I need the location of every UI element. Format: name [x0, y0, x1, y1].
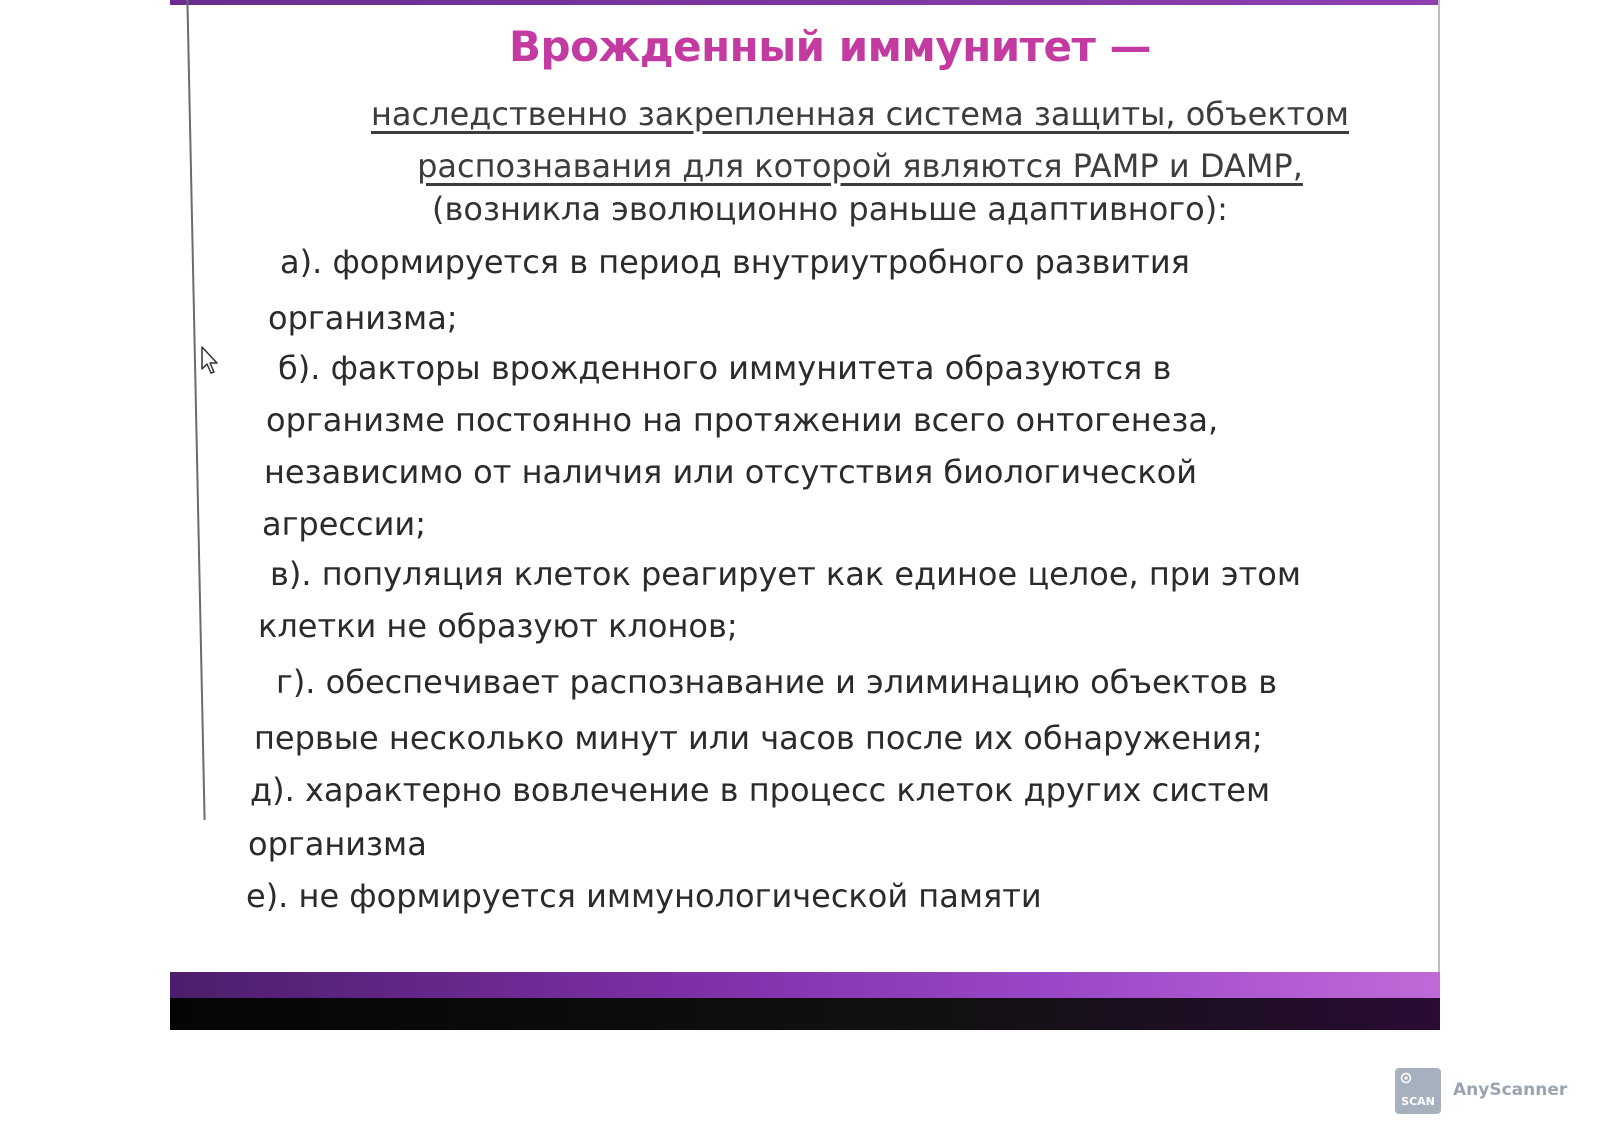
list-item-b-line-1: б). факторы врожденного иммунитета образуются в	[278, 349, 1172, 387]
list-item-b-line-2: организме постоянно на протяжении всего онтогенеза,	[266, 401, 1219, 439]
evolution-note: (возникла эволюционно раньше адаптивного):	[432, 190, 1228, 228]
scanner-badge-icon	[1395, 1068, 1441, 1114]
slide-page	[170, 0, 1440, 1030]
slide-top-band	[170, 0, 1440, 5]
list-item-g-line-2: первые несколько минут или часов после их обнаружения;	[254, 719, 1263, 757]
list-item-v-line-1: в). популяция клеток реагирует как единое целое, при этом	[270, 555, 1301, 593]
slide-left-border	[186, 0, 205, 820]
slide-bottom-edge	[170, 998, 1440, 1030]
list-item-b-line-3: независимо от наличия или отсутствия биологической	[264, 453, 1198, 491]
list-item-b-line-4: агрессии;	[262, 505, 426, 543]
slide-title: Врожденный иммунитет —	[509, 22, 1151, 71]
watermark	[1395, 1068, 1585, 1116]
list-item-g-line-1: г). обеспечивает распознавание и элиминацию объектов в	[276, 663, 1278, 701]
slide-right-border	[1438, 0, 1440, 990]
watermark-app-name: AnyScanner	[1453, 1080, 1568, 1100]
list-item-v-line-2: клетки не образуют клонов;	[258, 607, 738, 645]
list-item-a-line-2: организма;	[268, 299, 458, 337]
slide-bottom-band	[170, 972, 1440, 1000]
mouse-pointer-icon	[200, 345, 222, 375]
list-item-d-line-2: организма	[248, 825, 427, 863]
list-item-a-line-1: а). формируется в период внутриутробного развития	[280, 243, 1190, 281]
camera-dot-icon	[1400, 1072, 1412, 1084]
list-item-e-line-1: е). не формируется иммунологической памяти	[246, 877, 1042, 915]
list-item-d-line-1: д). характерно вовлечение в процесс клеток других систем	[250, 771, 1271, 809]
definition-text	[300, 88, 1420, 192]
definition-line-2: распознавания для которой являются PAMP и DAMP,	[417, 147, 1303, 185]
definition-line-1: наследственно закрепленная система защиты, объектом	[371, 95, 1349, 133]
scanner-badge-text: SCAN	[1401, 1095, 1435, 1108]
